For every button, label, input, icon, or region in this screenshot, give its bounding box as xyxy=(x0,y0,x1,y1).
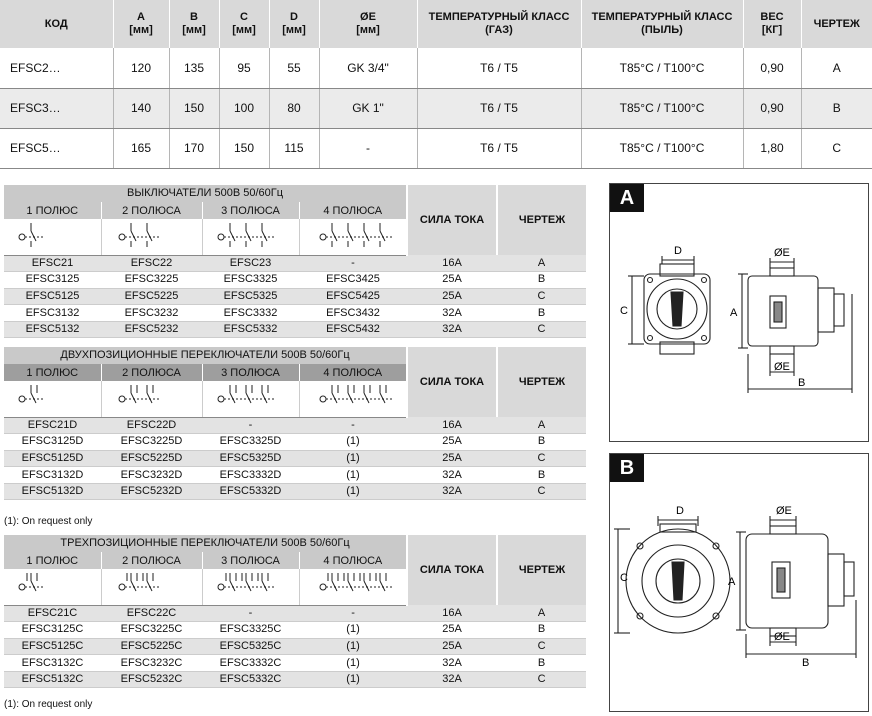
table-cell: EFSC3132D xyxy=(4,467,101,484)
table-cell: 32A xyxy=(407,483,497,500)
dimensions-cell: GK 1" xyxy=(319,88,417,128)
dimensions-cell: A xyxy=(801,48,872,88)
dimensions-row xyxy=(0,48,872,88)
table-cell: 25A xyxy=(407,638,497,655)
pole-4-header: 4 ПОЛЮСА xyxy=(299,364,407,381)
current-header: СИЛА ТОКА xyxy=(407,185,497,255)
header-code: КОД xyxy=(0,0,113,48)
table-cell: EFSC5325C xyxy=(202,638,299,655)
table-cell: EFSC5225C xyxy=(101,638,202,655)
table-cell: EFSC5332 xyxy=(202,321,299,338)
table-cell: EFSC3332 xyxy=(202,305,299,322)
dimensions-cell: EFSC3… xyxy=(0,88,113,128)
table-cell: EFSC22C xyxy=(101,605,202,622)
table-cell: EFSC5225D xyxy=(101,450,202,467)
dimensions-cell: GK 3/4" xyxy=(319,48,417,88)
dimensions-cell: 95 xyxy=(219,48,269,88)
table-cell: - xyxy=(299,417,407,434)
table-cell: 32A xyxy=(407,321,497,338)
table-cell: EFSC5332D xyxy=(202,483,299,500)
dimensions-cell: B xyxy=(801,88,872,128)
table-cell: EFSC5125C xyxy=(4,638,101,655)
contact-diagram-icon xyxy=(308,381,398,411)
pole-4-header: 4 ПОЛЮСА xyxy=(299,202,407,219)
dim-e-bottom-label: ØE xyxy=(774,361,790,373)
table-row xyxy=(4,605,586,622)
table-cell: EFSC3425 xyxy=(299,272,407,289)
dim-b-label: B xyxy=(802,657,810,669)
table-cell: 25A xyxy=(407,450,497,467)
header-weight: ВЕС [КГ] xyxy=(743,0,801,48)
dimensions-table xyxy=(0,0,872,169)
pole-1-header: 1 ПОЛЮС xyxy=(4,552,101,569)
drawing-header: ЧЕРТЕЖ xyxy=(497,347,586,417)
dimensions-cell: 135 xyxy=(169,48,219,88)
table-cell: B xyxy=(497,272,586,289)
dim-d-label: D xyxy=(676,505,684,517)
contact-diagram-icon xyxy=(7,381,97,411)
enclosure-side-outline xyxy=(748,276,818,346)
switches-title: ВЫКЛЮЧАТЕЛИ 500В 50/60Гц xyxy=(4,185,407,202)
pole-2-header: 2 ПОЛЮСА xyxy=(101,364,202,381)
table-cell: 32A xyxy=(407,671,497,688)
table-cell: A xyxy=(497,605,586,622)
drawing-b-figure xyxy=(610,454,868,711)
dim-e-top-label: ØE xyxy=(776,505,792,517)
table-cell: EFSC21 xyxy=(4,255,101,272)
contact-diagram-icon xyxy=(206,381,296,411)
drawing-a-tag: A xyxy=(610,184,644,212)
drawing-b-panel xyxy=(609,453,869,712)
table-cell: A xyxy=(497,417,586,434)
dim-b-label: B xyxy=(798,377,806,389)
table-cell: EFSC3332C xyxy=(202,655,299,672)
dimensions-cell: 165 xyxy=(113,128,169,168)
table-cell: EFSC5232C xyxy=(101,671,202,688)
pole-3-header: 3 ПОЛЮСА xyxy=(202,364,299,381)
table-row xyxy=(4,622,586,639)
rotary-handle-icon xyxy=(672,562,684,600)
table-cell: (1) xyxy=(299,622,407,639)
table-cell: EFSC3225 xyxy=(101,272,202,289)
dimensions-cell: 150 xyxy=(169,88,219,128)
pole-2-header: 2 ПОЛЮСА xyxy=(101,202,202,219)
dimensions-cell: - xyxy=(319,128,417,168)
rear-gland xyxy=(828,554,844,606)
table-cell: EFSC3132C xyxy=(4,655,101,672)
two-position-table xyxy=(4,347,586,500)
three-position-note: (1): On request only xyxy=(4,699,93,710)
table-cell: EFSC3225D xyxy=(101,434,202,451)
three-position-table xyxy=(4,535,586,688)
table-cell: EFSC22 xyxy=(101,255,202,272)
table-row xyxy=(4,467,586,484)
table-cell: EFSC3332D xyxy=(202,467,299,484)
table-cell: EFSC3125D xyxy=(4,434,101,451)
table-row xyxy=(4,255,586,272)
table-row xyxy=(4,288,586,305)
table-cell: EFSC5432 xyxy=(299,321,407,338)
contact-diagram-icon xyxy=(7,219,97,249)
table-cell: (1) xyxy=(299,434,407,451)
table-cell: C xyxy=(497,450,586,467)
table-cell: EFSC5132D xyxy=(4,483,101,500)
pole-4-header: 4 ПОЛЮСА xyxy=(299,552,407,569)
table-cell: EFSC3125 xyxy=(4,272,101,289)
header-temp-gas: ТЕМПЕРАТУРНЫЙ КЛАСС (ГАЗ) xyxy=(417,0,581,48)
table-cell: EFSC21C xyxy=(4,605,101,622)
drawing-a-figure xyxy=(610,184,868,441)
contact-diagram-icon xyxy=(308,219,398,249)
table-row xyxy=(4,638,586,655)
table-cell: (1) xyxy=(299,638,407,655)
dimensions-row xyxy=(0,88,872,128)
table-cell: B xyxy=(497,305,586,322)
dimensions-cell: 1,80 xyxy=(743,128,801,168)
table-cell: (1) xyxy=(299,450,407,467)
table-cell: EFSC5332C xyxy=(202,671,299,688)
dimensions-cell: 55 xyxy=(269,48,319,88)
table-cell: (1) xyxy=(299,671,407,688)
contact-diagram-icon xyxy=(7,569,97,599)
dimensions-cell: T85°C / T100°C xyxy=(581,88,743,128)
table-cell: EFSC3232C xyxy=(101,655,202,672)
table-cell: 25A xyxy=(407,272,497,289)
table-cell: EFSC3432 xyxy=(299,305,407,322)
dimensions-cell: 140 xyxy=(113,88,169,128)
table-cell: - xyxy=(299,605,407,622)
dimensions-cell: T85°C / T100°C xyxy=(581,48,743,88)
table-cell: EFSC3325C xyxy=(202,622,299,639)
contact-diagram-icon xyxy=(206,219,296,249)
dimensions-cell: C xyxy=(801,128,872,168)
table-cell: 32A xyxy=(407,305,497,322)
header-c: C [мм] xyxy=(219,0,269,48)
header-drawing: ЧЕРТЕЖ xyxy=(801,0,872,48)
header-b: B [мм] xyxy=(169,0,219,48)
table-cell: EFSC5325 xyxy=(202,288,299,305)
table-cell: EFSC5232D xyxy=(101,483,202,500)
table-cell: B xyxy=(497,655,586,672)
table-cell: - xyxy=(299,255,407,272)
dimensions-cell: EFSC2… xyxy=(0,48,113,88)
contact-diagram-icon xyxy=(107,219,197,249)
table-cell: 25A xyxy=(407,288,497,305)
pole-3-header: 3 ПОЛЮСА xyxy=(202,552,299,569)
table-cell: (1) xyxy=(299,467,407,484)
pole-3-header: 3 ПОЛЮСА xyxy=(202,202,299,219)
table-cell: - xyxy=(202,417,299,434)
table-cell: EFSC5325D xyxy=(202,450,299,467)
table-row xyxy=(4,655,586,672)
table-row xyxy=(4,450,586,467)
dimensions-cell: 0,90 xyxy=(743,48,801,88)
header-d: D [мм] xyxy=(269,0,319,48)
three-position-title: ТРЕХПОЗИЦИОННЫЕ ПЕРЕКЛЮЧАТЕЛИ 500В 50/60Гц xyxy=(4,535,407,552)
contact-diagram-icon xyxy=(308,569,398,599)
table-cell: EFSC5425 xyxy=(299,288,407,305)
table-cell: (1) xyxy=(299,483,407,500)
table-cell: 16A xyxy=(407,605,497,622)
table-cell: EFSC3132 xyxy=(4,305,101,322)
table-cell: B xyxy=(497,467,586,484)
dim-c-label: C xyxy=(620,305,628,317)
table-row xyxy=(4,483,586,500)
dimensions-cell: T6 / T5 xyxy=(417,48,581,88)
pole-1-header: 1 ПОЛЮС xyxy=(4,364,101,381)
dimensions-cell: T85°C / T100°C xyxy=(581,128,743,168)
table-cell: C xyxy=(497,483,586,500)
table-cell: EFSC3225C xyxy=(101,622,202,639)
header-a: A [мм] xyxy=(113,0,169,48)
dimensions-header-row xyxy=(0,0,872,48)
table-cell: C xyxy=(497,288,586,305)
drawing-b-tag: B xyxy=(610,454,644,482)
header-e: ØE [мм] xyxy=(319,0,417,48)
dimensions-cell: 170 xyxy=(169,128,219,168)
table-cell: 16A xyxy=(407,255,497,272)
table-cell: EFSC3125C xyxy=(4,622,101,639)
dim-d-label: D xyxy=(674,245,682,257)
contact-diagram-icon xyxy=(206,569,296,599)
table-cell: C xyxy=(497,671,586,688)
two-position-title: ДВУХПОЗИЦИОННЫЕ ПЕРЕКЛЮЧАТЕЛИ 500В 50/60Гц xyxy=(4,347,407,364)
table-cell: 32A xyxy=(407,655,497,672)
table-cell: EFSC5125 xyxy=(4,288,101,305)
table-cell: (1) xyxy=(299,655,407,672)
table-cell: C xyxy=(497,638,586,655)
switches-table xyxy=(4,185,586,338)
table-cell: EFSC23 xyxy=(202,255,299,272)
rotary-handle-icon xyxy=(671,292,683,326)
dimensions-cell: 0,90 xyxy=(743,88,801,128)
table-cell: EFSC5132 xyxy=(4,321,101,338)
table-row xyxy=(4,417,586,434)
table-cell: B xyxy=(497,434,586,451)
table-row xyxy=(4,321,586,338)
rear-gland xyxy=(818,288,834,332)
table-row xyxy=(4,434,586,451)
table-cell: EFSC5125D xyxy=(4,450,101,467)
table-cell: EFSC5132C xyxy=(4,671,101,688)
table-cell: EFSC3232 xyxy=(101,305,202,322)
table-cell: EFSC22D xyxy=(101,417,202,434)
table-row xyxy=(4,272,586,289)
contact-diagram-icon xyxy=(107,569,197,599)
current-header: СИЛА ТОКА xyxy=(407,347,497,417)
dimensions-cell: 80 xyxy=(269,88,319,128)
table-cell: C xyxy=(497,321,586,338)
table-cell: A xyxy=(497,255,586,272)
dim-a-label: A xyxy=(730,307,738,319)
pole-1-header: 1 ПОЛЮС xyxy=(4,202,101,219)
dim-a-label: A xyxy=(728,576,736,588)
pole-2-header: 2 ПОЛЮСА xyxy=(101,552,202,569)
drawing-header: ЧЕРТЕЖ xyxy=(497,535,586,605)
table-cell: 25A xyxy=(407,622,497,639)
dim-e-top-label: ØE xyxy=(774,247,790,259)
contact-diagram-icon xyxy=(107,381,197,411)
current-header: СИЛА ТОКА xyxy=(407,535,497,605)
table-cell: 16A xyxy=(407,417,497,434)
drawing-a-panel xyxy=(609,183,869,442)
table-cell: EFSC5225 xyxy=(101,288,202,305)
dimensions-cell: 150 xyxy=(219,128,269,168)
dimensions-cell: T6 / T5 xyxy=(417,88,581,128)
table-row xyxy=(4,305,586,322)
enclosure-side-outline xyxy=(746,534,828,628)
dimensions-cell: 115 xyxy=(269,128,319,168)
table-cell: 32A xyxy=(407,467,497,484)
table-cell: EFSC3325D xyxy=(202,434,299,451)
table-cell: B xyxy=(497,622,586,639)
dim-c-label: C xyxy=(620,572,628,584)
dimensions-cell: 120 xyxy=(113,48,169,88)
table-row xyxy=(4,671,586,688)
dimensions-cell: 100 xyxy=(219,88,269,128)
dimensions-row xyxy=(0,128,872,168)
table-cell: - xyxy=(202,605,299,622)
dim-e-bottom-label: ØE xyxy=(774,631,790,643)
header-temp-dust: ТЕМПЕРАТУРНЫЙ КЛАСС (ПЫЛЬ) xyxy=(581,0,743,48)
table-cell: EFSC5232 xyxy=(101,321,202,338)
table-cell: EFSC3325 xyxy=(202,272,299,289)
table-cell: 25A xyxy=(407,434,497,451)
table-cell: EFSC21D xyxy=(4,417,101,434)
dimensions-cell: EFSC5… xyxy=(0,128,113,168)
two-position-note: (1): On request only xyxy=(4,516,93,527)
table-cell: EFSC3232D xyxy=(101,467,202,484)
drawing-header: ЧЕРТЕЖ xyxy=(497,185,586,255)
dimensions-cell: T6 / T5 xyxy=(417,128,581,168)
